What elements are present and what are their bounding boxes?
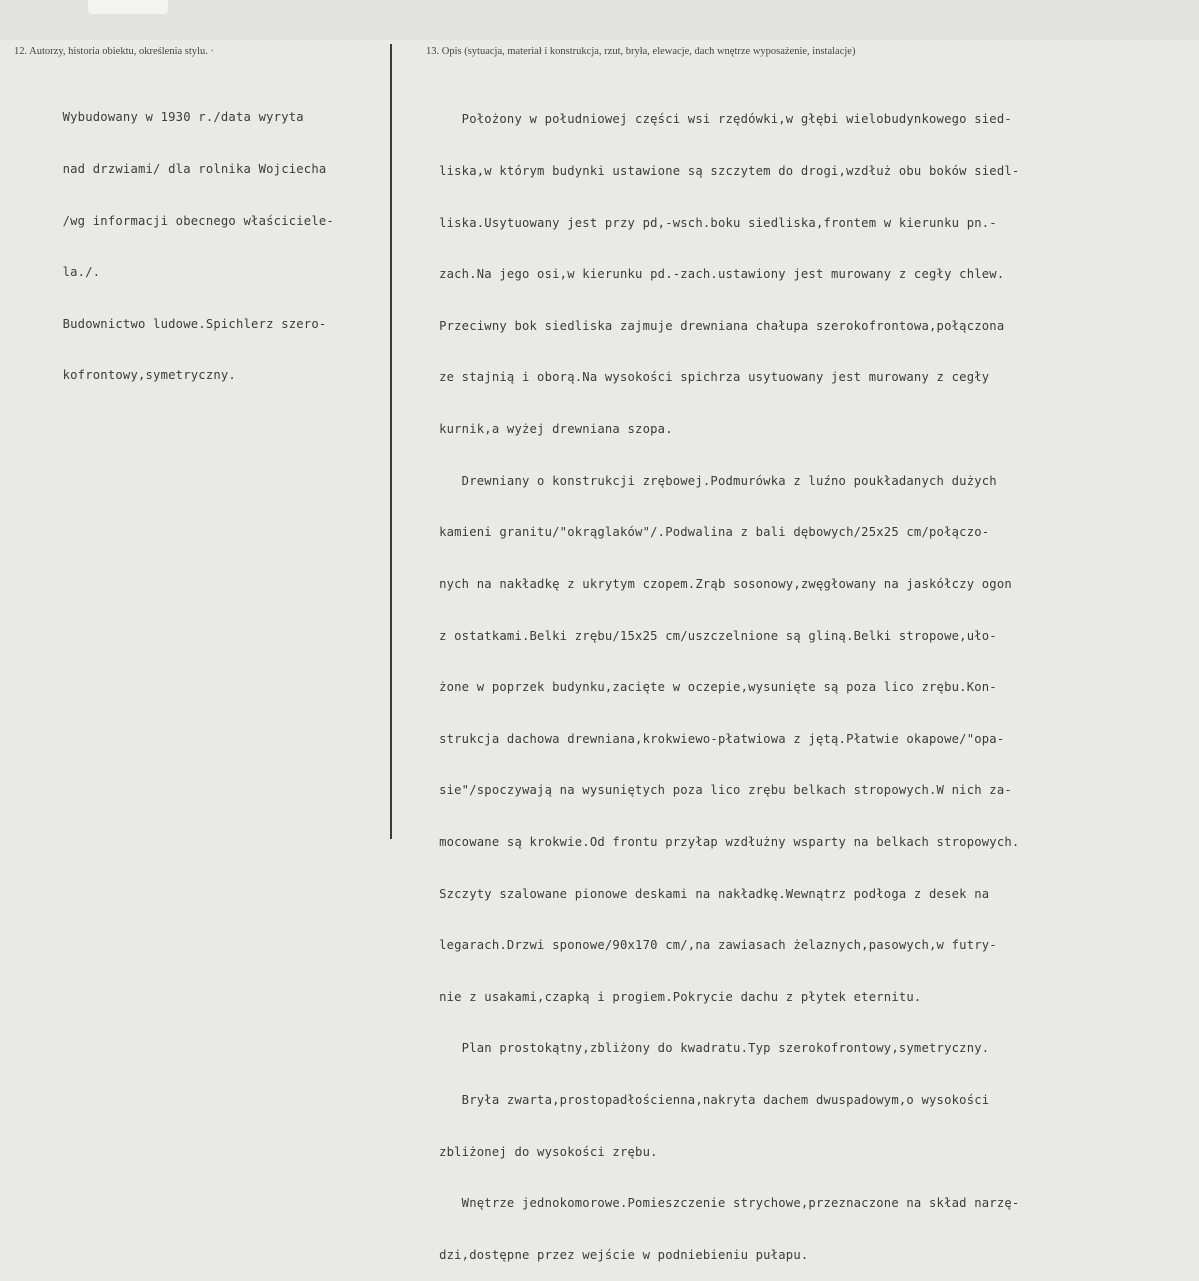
text-line: liska.Usytuowany jest przy pd,-wsch.boku siedliska,frontem w kierunku pn.- xyxy=(424,215,997,230)
text-line: Bryła zwarta,prostopadłościenna,nakryta dachem dwuspadowym,o wysokości xyxy=(424,1092,990,1107)
text-line: Plan prostokątny,zbliżony do kwadratu.Typ szerokofrontowy,symetryczny. xyxy=(424,1041,990,1056)
text-line: la./. xyxy=(40,265,101,280)
text-line: strukcja dachowa drewniana,krokwiewo-płatwiowa z jętą.Płatwie okapowe/"opa- xyxy=(424,731,1005,746)
text-line: Szczyty szalowane pionowe deskami na nakładkę.Wewnątrz podłoga z desek na xyxy=(424,886,990,901)
text-line: Wnętrze jednokomorowe.Pomieszczenie strychowe,przeznaczone na skład narzę- xyxy=(424,1196,1020,1211)
text-line: zach.Na jego osi,w kierunku pd.-zach.ustawiony jest murowany z cegły chlew. xyxy=(424,267,1005,282)
card-top-strip xyxy=(0,0,1199,40)
text-line: Położony w południowej części wsi rzędówki,w głębi wielobudynkowego sied- xyxy=(424,112,1012,127)
text-line: Przeciwny bok siedliska zajmuje drewniana chałupa szerokofrontowa,połączona xyxy=(424,318,1005,333)
text-line: dzi,dostępne przez wejście w podniebieniu pułapu. xyxy=(424,1247,809,1262)
text-line: nych na nakładkę z ukrytym czopem.Zrąb sosonowy,zwęgłowany na jaskółczy ogon xyxy=(424,576,1012,591)
text-line: ze stajnią i oborą.Na wysokości spichrza usytuowany jest murowany z cegły xyxy=(424,370,990,385)
text-line: z ostatkami.Belki zrębu/15x25 cm/uszczelnione są gliną.Belki stropowe,uło- xyxy=(424,628,997,643)
card-tab-notch xyxy=(88,0,168,14)
text-line: sie"/spoczywają na wysuniętych poza lico zrębu belkach stropowych.W nich za- xyxy=(424,783,1012,798)
text-line: kamieni granitu/"okrąglaków"/.Podwalina z bali dębowych/25x25 cm/połączo- xyxy=(424,525,990,540)
text-line: mocowane są krokwie.Od frontu przyłap wzdłużny wsparty na belkach stropowych. xyxy=(424,834,1020,849)
text-line: legarach.Drzwi sponowe/90x170 cm/,na zawiasach żelaznych,pasowych,w futry- xyxy=(424,938,997,953)
text-line: Wybudowany w 1930 r./data wyryta xyxy=(40,110,304,125)
text-line: nad drzwiami/ dla rolnika Wojciecha xyxy=(40,162,327,177)
text-line: liska,w którym budynki ustawione są szczytem do drogi,wzdłuż obu boków siedl- xyxy=(424,164,1020,179)
text-line: Drewniany o konstrukcji zrębowej.Podmurówka z luźno poukładanych dużych xyxy=(424,473,997,488)
text-line: /wg informacji obecnego właściciele- xyxy=(40,213,334,228)
text-line: zbliżonej do wysokości zrębu. xyxy=(424,1144,658,1159)
text-line: żone w poprzek budynku,zacięte w oczepie,wysunięte są poza lico zrębu.Kon- xyxy=(424,680,997,695)
section-13-header: 13. Opis (sytuacja, materiał i konstrukcja, rzut, bryła, elewacje, dach wnętrze wyposażenie, instalacje) xyxy=(426,46,856,57)
section-12-header: 12. Autorzy, historia obiektu, określenia stylu. · xyxy=(14,46,214,57)
section-13-text xyxy=(424,77,1019,1281)
column-divider xyxy=(390,44,392,839)
text-line: nie z usakami,czapką i progiem.Pokrycie dachu z płytek eternitu. xyxy=(424,989,922,1004)
section-12-text xyxy=(40,75,334,402)
text-line: Budownictwo ludowe.Spichlerz szero- xyxy=(40,316,327,331)
text-line: kofrontowy,symetryczny. xyxy=(40,368,236,383)
text-line: kurnik,a wyżej drewniana szopa. xyxy=(424,422,673,437)
